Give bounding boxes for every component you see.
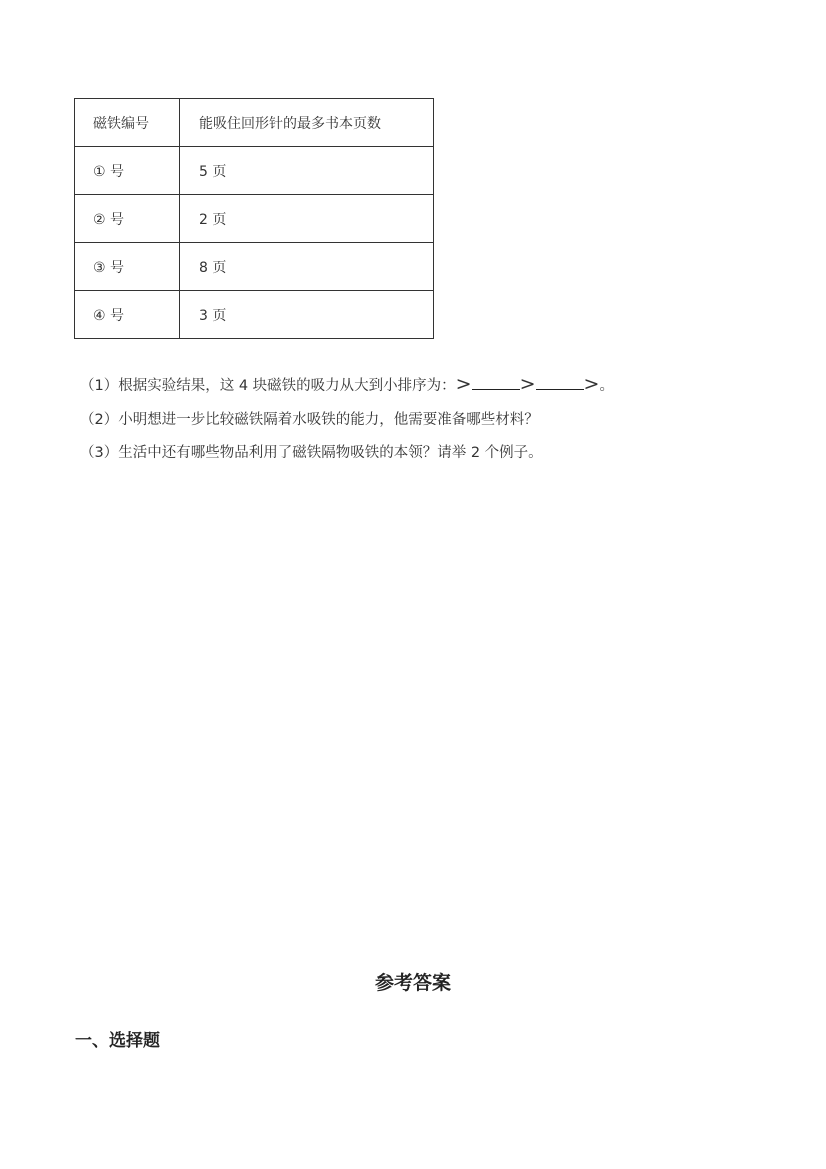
question-1-end: 。 xyxy=(599,378,614,394)
section-heading-choice: 一、选择题 xyxy=(75,1031,160,1051)
header-magnet-id: 磁铁编号 xyxy=(75,99,180,147)
cell-magnet-id: ④ 号 xyxy=(75,291,180,339)
cell-pages: 2 页 xyxy=(180,195,434,243)
cell-pages: 5 页 xyxy=(180,147,434,195)
greater-than-sign: > xyxy=(583,373,600,395)
cell-pages: 3 页 xyxy=(180,291,434,339)
question-1 xyxy=(80,373,614,395)
greater-than-sign: > xyxy=(519,373,536,395)
answer-blank[interactable] xyxy=(536,375,584,390)
cell-magnet-id: ② 号 xyxy=(75,195,180,243)
question-2: （2）小明想进一步比较磁铁隔着水吸铁的能力，他需要准备哪些材料？ xyxy=(80,412,539,428)
answer-blank[interactable] xyxy=(472,375,520,390)
cell-magnet-id: ① 号 xyxy=(75,147,180,195)
header-max-pages: 能吸住回形针的最多书本页数 xyxy=(180,99,434,147)
magnet-table xyxy=(74,98,434,339)
cell-magnet-id: ③ 号 xyxy=(75,243,180,291)
answers-title: 参考答案 xyxy=(374,972,451,994)
question-1-text: （1）根据实验结果，这 4 块磁铁的吸力从大到小排序为： xyxy=(80,378,456,394)
question-3: （3）生活中还有哪些物品利用了磁铁隔物吸铁的本领？请举 2 个例子。 xyxy=(80,445,543,461)
cell-pages: 8 页 xyxy=(180,243,434,291)
table-row xyxy=(75,147,434,195)
table-row xyxy=(75,195,434,243)
table-header-row xyxy=(75,99,434,147)
table-row xyxy=(75,243,434,291)
table-row xyxy=(75,291,434,339)
greater-than-sign: > xyxy=(455,373,472,395)
